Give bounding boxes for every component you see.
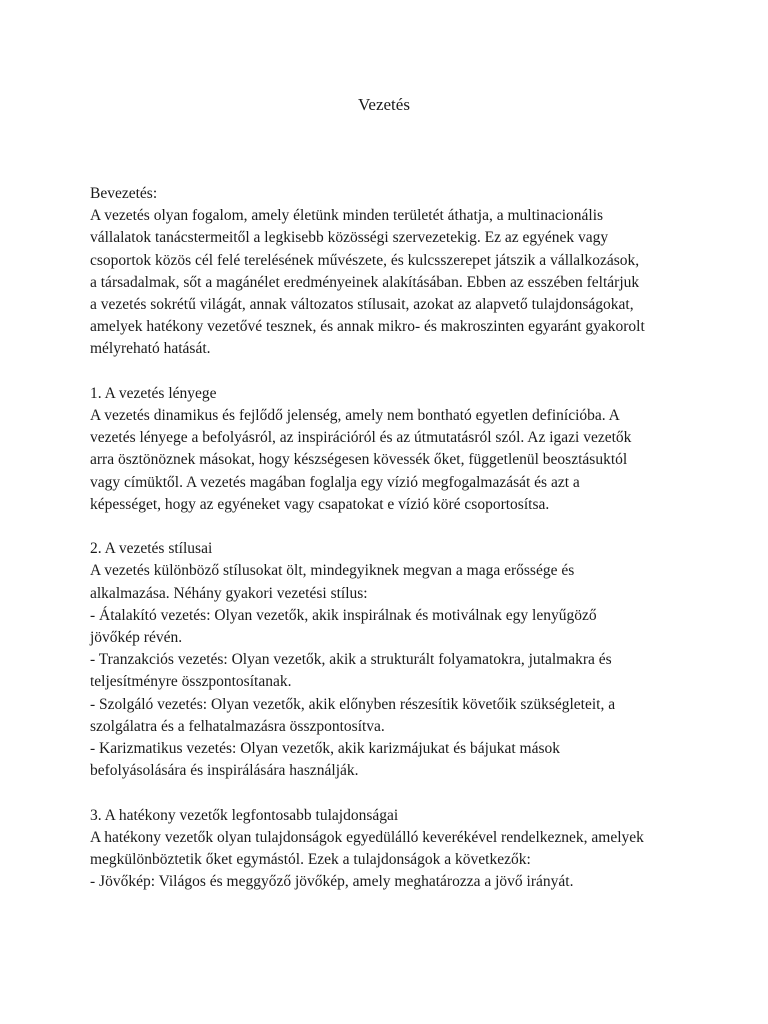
paragraph-line: befolyásolására és inspirálására használják. bbox=[90, 762, 359, 780]
section-heading-line: 1. A vezetés lényege bbox=[90, 384, 217, 402]
paragraph-line: A hatékony vezetők olyan tulajdonságok egyedülálló keverékével rendelkeznek, amelyek bbox=[90, 828, 644, 846]
paragraph-line: - Karizmatikus vezetés: Olyan vezetők, akik karizmájukat és bájukat mások bbox=[90, 740, 560, 758]
paragraph-line: jövőkép révén. bbox=[90, 629, 183, 647]
paragraph-line: csoportok közös cél felé terelésének művészete, és kulcsszerepet játszik a vállalkozások, bbox=[90, 251, 640, 269]
paragraph-line: vagy címüktől. A vezetés magában foglalja egy vízió megfogalmazását és azt a bbox=[90, 473, 580, 491]
section-heading-line: 2. A vezetés stílusai bbox=[90, 540, 213, 558]
paragraph-line: vállalatok tanácstermeitől a legkisebb közösségi szervezetekig. Ez az egyének vagy bbox=[90, 229, 609, 247]
section-heading-line: Bevezetés: bbox=[90, 185, 158, 202]
paragraph-line: amelyek hatékony vezetővé tesznek, és annak mikro- és makroszinten egyaránt gyakorolt bbox=[90, 318, 645, 336]
paragraph-line: vezetés lényege a befolyásról, az inspirációról és az útmutatásról szól. Az igazi vezetők bbox=[90, 429, 632, 447]
paragraph-line: a társadalmak, sőt a magánélet eredményeinek alakításában. Ebben az esszében feltárjuk bbox=[90, 273, 640, 291]
paragraph-line: alkalmazása. Néhány gyakori vezetési stílus: bbox=[90, 584, 368, 602]
section-heading-line: 3. A hatékony vezetők legfontosabb tulajdonságai bbox=[90, 806, 399, 824]
paragraph-line: A vezetés olyan fogalom, amely életünk minden területét áthatja, a multinacionális bbox=[90, 207, 604, 225]
paragraph-line: - Jövőkép: Világos és meggyőző jövőkép, amely meghatározza a jövő irányát. bbox=[90, 873, 574, 891]
paragraph-line: - Szolgáló vezetés: Olyan vezetők, akik előnyben részesítik követőik szükségleteit, a bbox=[90, 695, 616, 713]
paragraph-line: a vezetés sokrétű világát, annak változatos stílusait, azokat az alapvető tulajdonságokat, bbox=[90, 296, 634, 314]
paragraph-line: - Átalakító vezetés: Olyan vezetők, akik inspirálnak és motiválnak egy lenyűgöző bbox=[90, 606, 597, 624]
paragraph-line: mélyreható hatását. bbox=[90, 340, 211, 358]
document-body bbox=[90, 183, 690, 916]
section-styles bbox=[90, 538, 690, 782]
paragraph-line: A vezetés különböző stílusokat ölt, mindegyiknek megvan a maga erőssége és bbox=[90, 562, 575, 580]
section-essence bbox=[90, 383, 690, 516]
paragraph-line: szolgálatra és a felhatalmazásra összpontosítva. bbox=[90, 717, 385, 735]
document-title: Vezetés bbox=[358, 95, 410, 114]
section-introduction bbox=[90, 183, 690, 361]
paragraph-line: A vezetés dinamikus és fejlődő jelenség, amely nem bontható egyetlen definícióba. A bbox=[90, 407, 620, 425]
paragraph-line: - Tranzakciós vezetés: Olyan vezetők, akik a strukturált folyamatokra, jutalmakra és bbox=[90, 651, 612, 669]
paragraph-line: arra ösztönöznek másokat, hogy készségesen kövessék őket, függetlenül beosztásuktól bbox=[90, 451, 628, 469]
paragraph-line: képességet, hogy az egyéneket vagy csapatokat e vízió köré csoportosítsa. bbox=[90, 495, 550, 513]
paragraph-line: teljesítményre összpontosítanak. bbox=[90, 673, 292, 691]
paragraph-line: megkülönböztetik őket egymástól. Ezek a tulajdonságok a következők: bbox=[90, 851, 531, 869]
section-qualities bbox=[90, 805, 690, 894]
